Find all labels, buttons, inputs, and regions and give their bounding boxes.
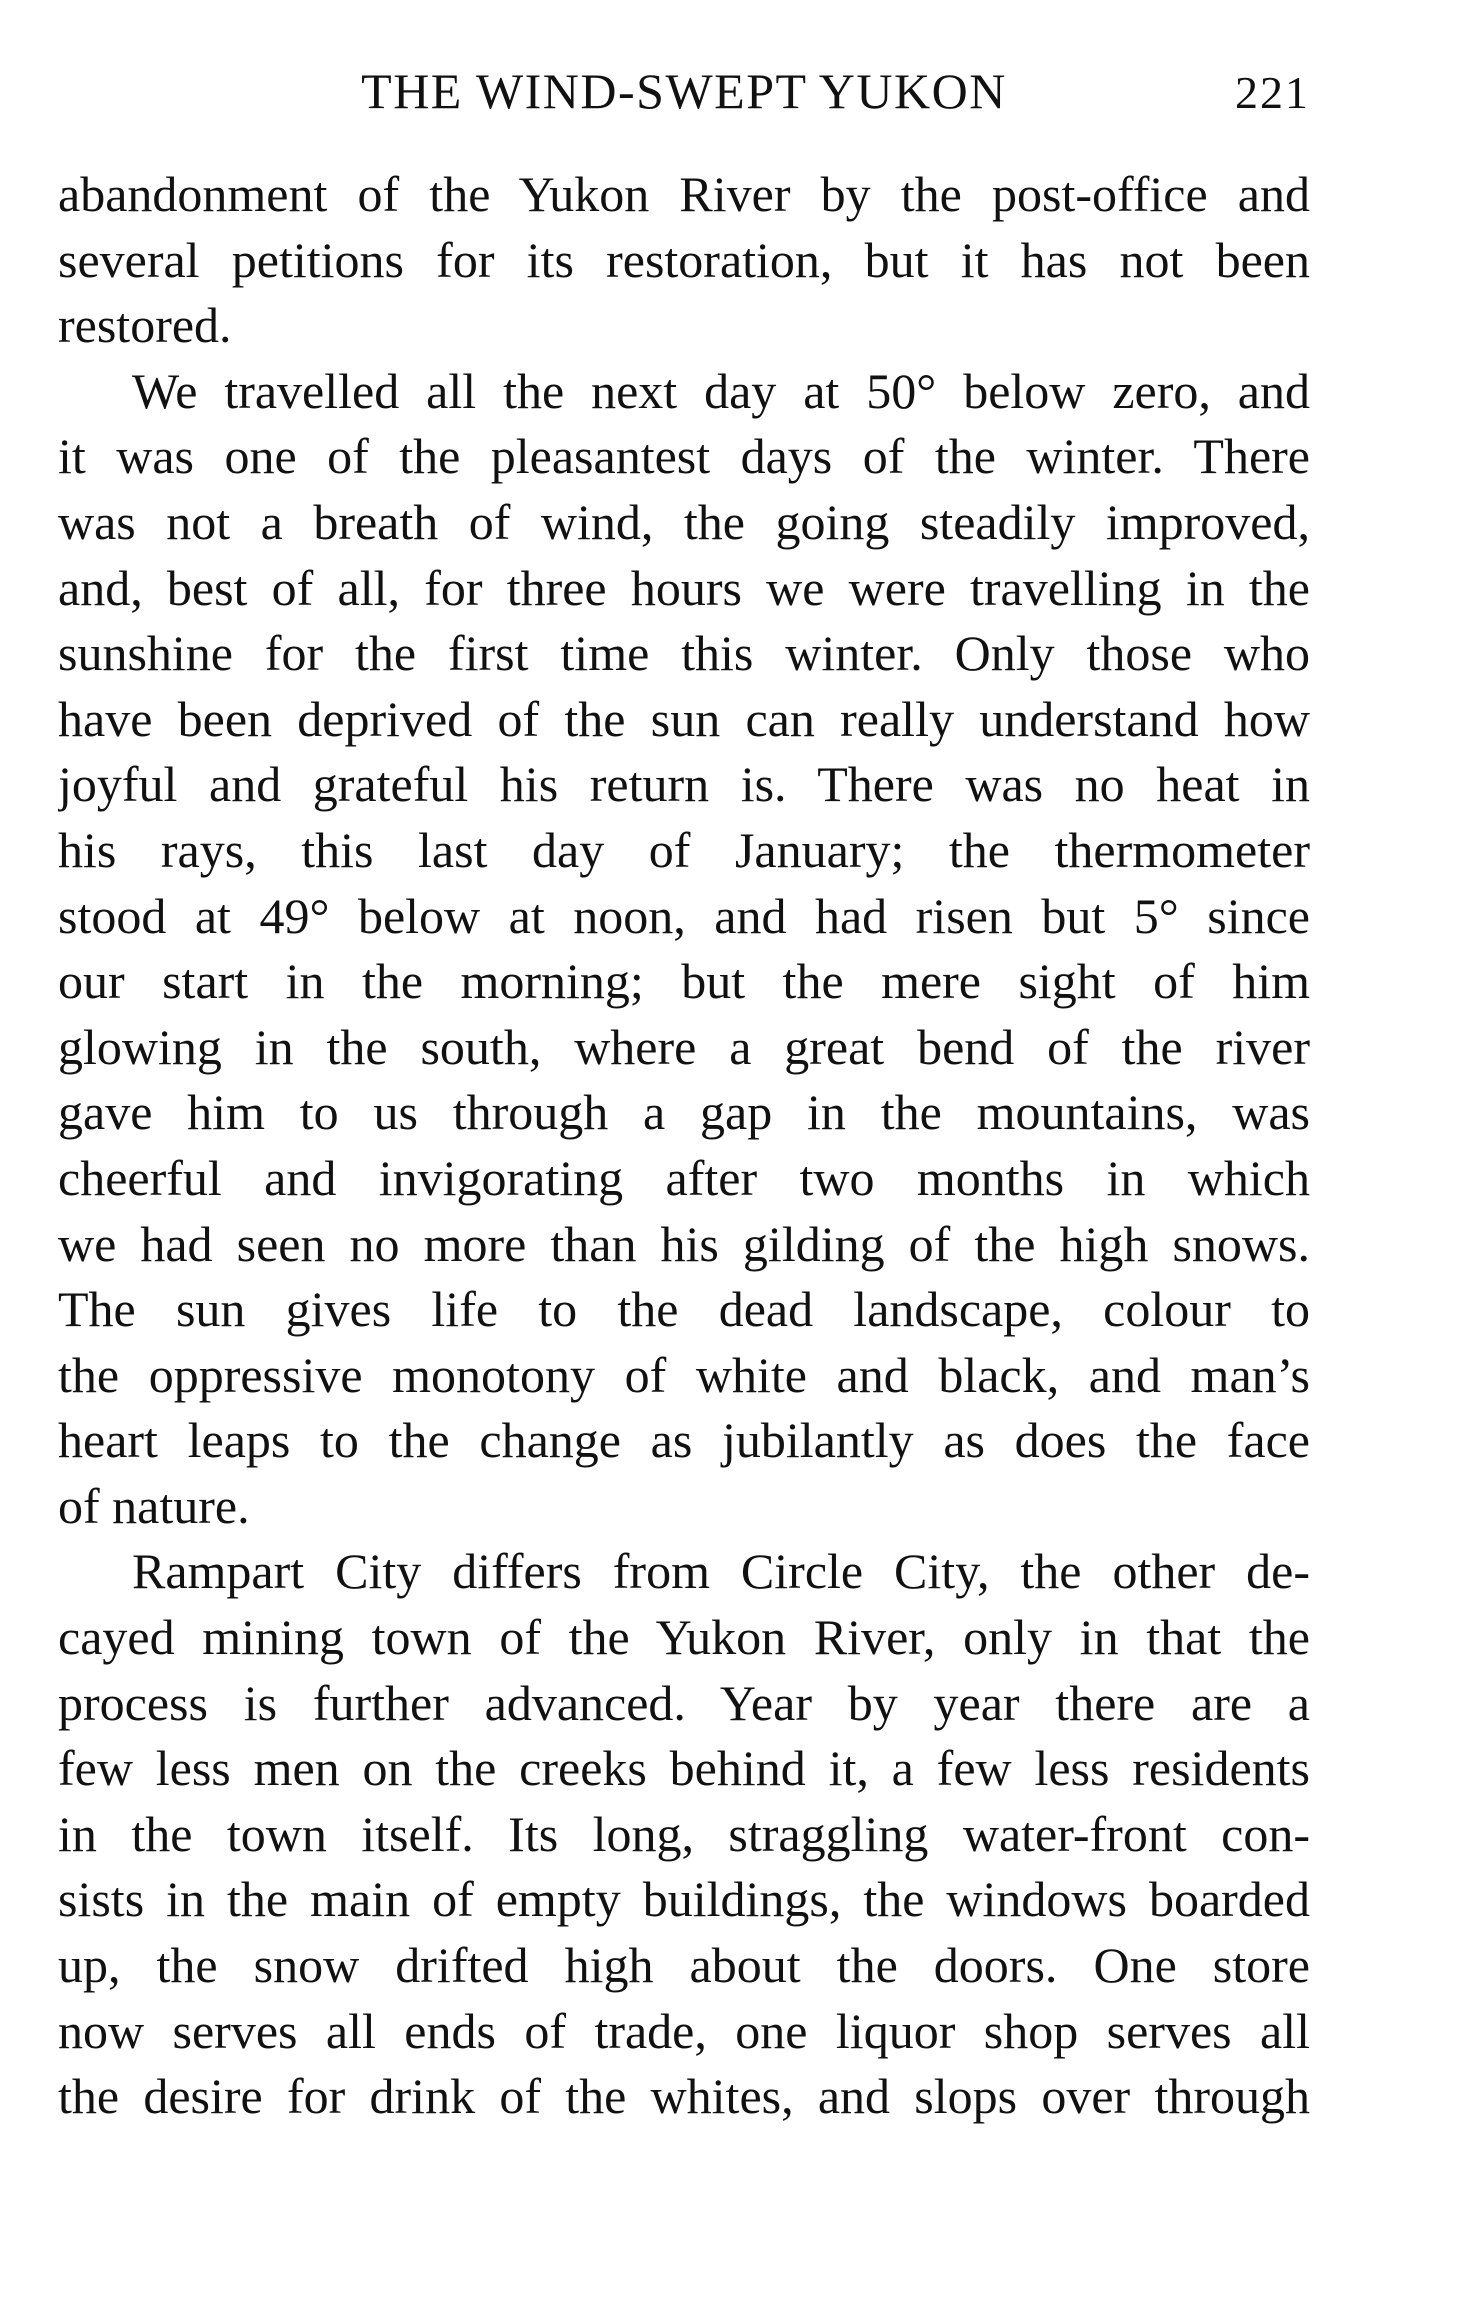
paragraph xyxy=(58,359,1310,1540)
text-line: restored. xyxy=(58,297,232,354)
text-line: his rays, this last day of January; the thermometer xyxy=(58,821,1310,878)
text-line: joyful and grateful his return is. There was no heat in xyxy=(58,756,1310,813)
text-line: process is further advanced. Year by year there are a xyxy=(58,1674,1310,1731)
paragraph xyxy=(58,162,1310,359)
running-header xyxy=(58,56,1310,126)
text-line: cayed mining town of the Yukon River, only in that the xyxy=(58,1609,1310,1666)
text-line: up, the snow drifted high about the doors. One store xyxy=(58,1937,1310,1994)
text-line: of nature. xyxy=(58,1477,250,1534)
body-text xyxy=(58,162,1310,2130)
text-line: gave him to us through a gap in the mountains, was xyxy=(58,1084,1310,1141)
page-number: 221 xyxy=(1235,67,1310,118)
text-line: the desire for drink of the whites, and slops over through xyxy=(58,2068,1310,2125)
text-line: The sun gives life to the dead landscape, colour to xyxy=(58,1281,1310,1338)
text-line: it was one of the pleasantest days of the winter. There xyxy=(58,428,1310,485)
text-line: we had seen no more than his gilding of the high snows. xyxy=(58,1215,1310,1272)
running-title: THE WIND-SWEPT YUKON xyxy=(361,63,1007,119)
text-line: and, best of all, for three hours we were travelling in the xyxy=(58,559,1310,616)
text-line: glowing in the south, where a great bend of the river xyxy=(58,1018,1310,1075)
text-line: stood at 49° below at noon, and had risen but 5° since xyxy=(58,887,1310,944)
text-line: have been deprived of the sun can really understand how xyxy=(58,690,1310,747)
text-line: now serves all ends of trade, one liquor shop serves all xyxy=(58,2002,1310,2059)
paragraph xyxy=(58,1539,1310,2129)
text-line: few less men on the creeks behind it, a few less residents xyxy=(58,1740,1310,1797)
text-line: our start in the morning; but the mere sight of him xyxy=(58,953,1310,1010)
text-line: cheerful and invigorating after two months in which xyxy=(58,1149,1310,1206)
text-line: sists in the main of empty buildings, the windows boarded xyxy=(58,1871,1310,1928)
text-line: in the town itself. Its long, straggling water-front con- xyxy=(58,1805,1310,1862)
text-line: abandonment of the Yukon River by the post-office and xyxy=(58,166,1310,222)
text-line: Rampart City differs from Circle City, the other de- xyxy=(132,1543,1310,1600)
text-line: sunshine for the first time this winter. Only those who xyxy=(58,625,1310,682)
text-line: several petitions for its restoration, but it has not been xyxy=(58,231,1310,288)
text-line: was not a breath of wind, the going steadily improved, xyxy=(58,493,1310,550)
text-line: the oppressive monotony of white and black, and man’s xyxy=(58,1346,1310,1403)
text-line: heart leaps to the change as jubilantly as does the face xyxy=(58,1412,1310,1469)
text-line: We travelled all the next day at 50° below zero, and xyxy=(132,362,1310,419)
